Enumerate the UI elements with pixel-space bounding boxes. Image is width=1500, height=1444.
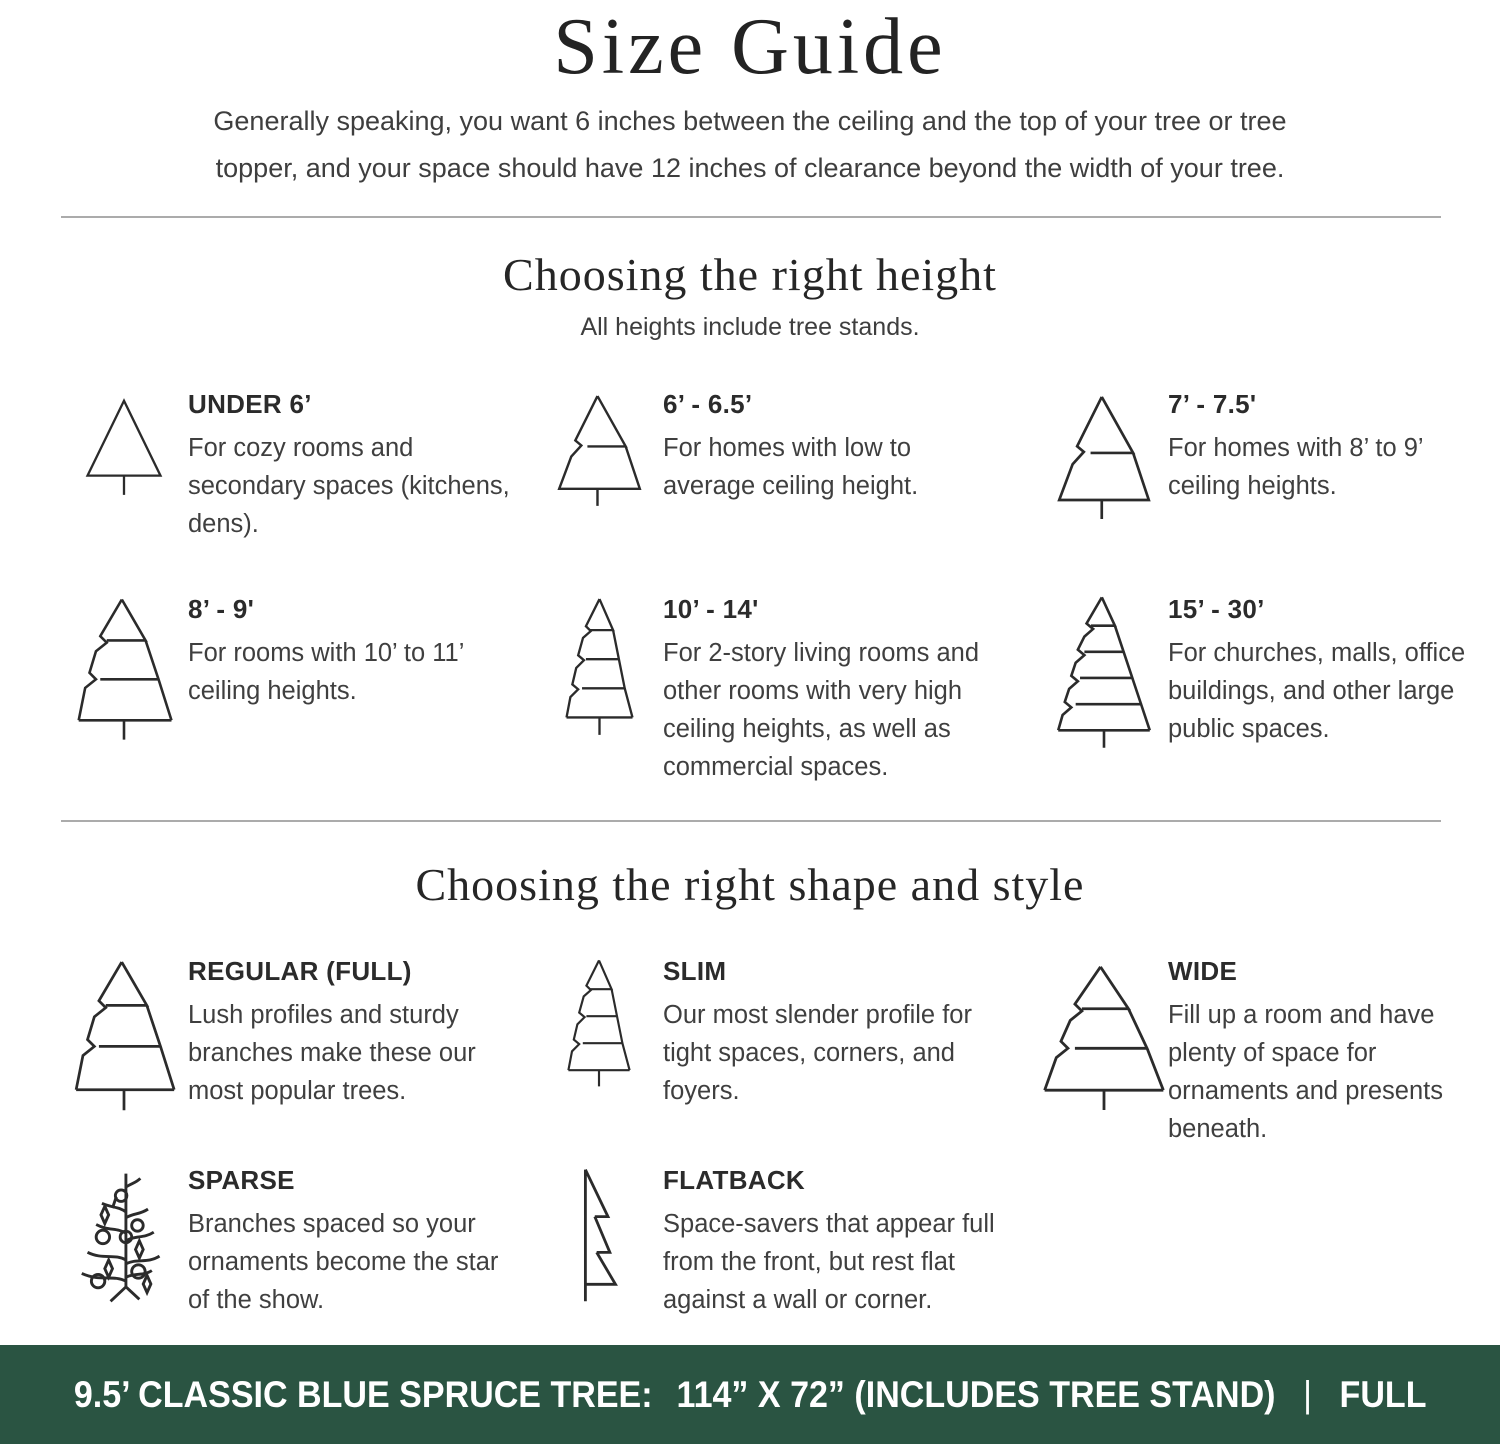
tree-2-tier-icon [1048, 388, 1160, 528]
footer-dimensions: 114” X 72” (INCLUDES TREE STAND) [676, 1373, 1276, 1415]
intro-paragraph [0, 98, 1500, 192]
tree-3-tier-icon [70, 593, 178, 744]
height-item-description: For 2-story living rooms and other rooms with very high ceiling heights, as well as commercial spaces. [663, 639, 980, 781]
footer-divider: | [1302, 1373, 1312, 1415]
tree-flatback-icon [576, 1164, 623, 1305]
height-item-15-30 [1040, 591, 1500, 786]
tree-sparse-icon [76, 1164, 172, 1308]
height-item-label: 10’ - 14' [663, 594, 759, 624]
tree-4-tier-icon [551, 593, 648, 739]
shape-item-description: Our most slender profile for tight spaces, corners, and foyers. [663, 1001, 972, 1105]
divider-middle [61, 820, 1441, 822]
footer-product-name: 9.5’ CLASSIC BLUE SPRUCE TREE: [73, 1373, 653, 1415]
shape-item-description: Fill up a room and have plenty of space for ornaments and presents beneath. [1168, 1001, 1443, 1143]
height-item-7-75 [1040, 386, 1500, 543]
shape-item-flatback [535, 1162, 1040, 1319]
tree-5-tier-icon [1049, 593, 1159, 751]
tree-1-tier-icon [76, 388, 172, 499]
shape-item-label: WIDE [1168, 956, 1238, 986]
shape-item-label: FLATBACK [663, 1165, 805, 1195]
shape-item-description: Space-savers that appear full from the front, but rest flat against a wall or corner. [663, 1210, 995, 1314]
height-item-label: 15’ - 30’ [1168, 594, 1265, 624]
height-grid [0, 386, 1500, 786]
tree-2-tier-icon [549, 388, 650, 514]
shape-grid-empty-cell [1040, 1162, 1500, 1319]
divider-top [61, 216, 1441, 218]
shape-item-label: REGULAR (FULL) [188, 956, 412, 986]
footer-shape-type: FULL [1339, 1373, 1427, 1415]
shape-item-slim [535, 953, 1040, 1148]
shape-item-wide [1040, 953, 1500, 1148]
tree-wide-icon [1040, 955, 1168, 1116]
height-item-under-6 [60, 386, 535, 543]
height-item-description: For rooms with 10’ to 11’ ceiling heights. [188, 639, 464, 705]
height-item-6-65 [535, 386, 1040, 543]
height-item-label: UNDER 6’ [188, 389, 312, 419]
height-item-label: 8’ - 9' [188, 594, 255, 624]
page-title: Size Guide [553, 3, 947, 91]
shape-item-sparse [60, 1162, 535, 1319]
height-item-10-14 [535, 591, 1040, 786]
height-item-description: For homes with low to average ceiling height. [663, 434, 919, 500]
shape-item-label: SPARSE [188, 1165, 295, 1195]
shape-item-description: Branches spaced so your ornaments become the star of the show. [188, 1210, 499, 1314]
shape-item-description: Lush profiles and sturdy branches make these our most popular trees. [188, 1001, 476, 1105]
tree-regular-icon [67, 955, 181, 1115]
height-item-label: 7’ - 7.5' [1168, 389, 1257, 419]
shape-item-regular [60, 953, 535, 1148]
shape-grid [0, 953, 1500, 1319]
shape-item-label: SLIM [663, 956, 727, 986]
height-section-subheader: All heights include tree stands. [580, 313, 920, 341]
product-summary-bar [0, 1345, 1500, 1444]
intro-line-1: Generally speaking, you want 6 inches between the ceiling and the top of your tree or tree [213, 106, 1287, 136]
height-item-description: For homes with 8’ to 9’ ceiling heights. [1168, 434, 1423, 500]
shape-section-header: Choosing the right shape and style [415, 859, 1085, 910]
height-item-label: 6’ - 6.5’ [663, 389, 753, 419]
height-item-8-9 [60, 591, 535, 786]
tree-slim-icon [554, 955, 644, 1090]
height-item-description: For cozy rooms and secondary spaces (kitchens, dens). [188, 434, 510, 538]
height-section-header: Choosing the right height [503, 249, 997, 300]
height-item-description: For churches, malls, office buildings, and other large public spaces. [1168, 639, 1466, 743]
intro-line-2: topper, and your space should have 12 inches of clearance beyond the width of your tree. [215, 153, 1285, 183]
